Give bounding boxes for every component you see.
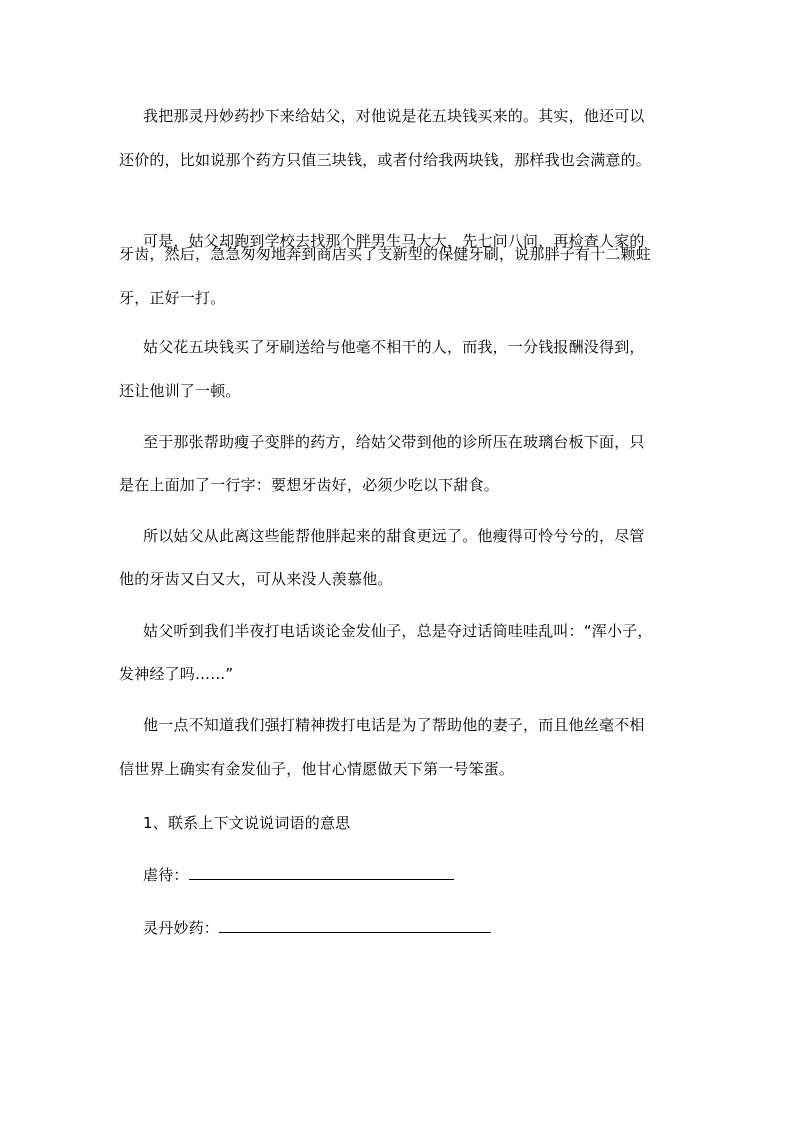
answer-blank-line[interactable] (189, 865, 454, 880)
paragraph-1-line-1: 我把那灵丹妙药抄下来给姑父，对他说是花五块钱买来的。其实，他还可以 (143, 107, 645, 125)
paragraph-2-line-2: 牙齿，然后，急急匆匆地奔到商店买了支新型的保健牙刷，说那胖子有十二颗蛀 (119, 245, 652, 263)
paragraph-3-line-1: 姑父花五块钱买了牙刷送给与他毫不相干的人，而我，一分钱报酬没得到， (143, 338, 645, 356)
answer-row-2 (143, 918, 491, 938)
answer-row-1 (143, 865, 454, 885)
paragraph-2-line-3: 牙，正好一打。 (119, 289, 226, 307)
paragraph-3-line-2: 还让他训了一顿。 (119, 382, 241, 400)
answer-blank-line[interactable] (219, 918, 491, 933)
paragraph-7-line-1: 他一点不知道我们强打精神拨打电话是为了帮助他的妻子，而且他丝毫不相 (143, 716, 645, 734)
paragraph-6-line-2: 发神经了吗……” (119, 665, 234, 683)
paragraph-4-line-2: 是在上面加了一行字：要想牙齿好，必须少吃以下甜食。 (119, 476, 500, 494)
paragraph-7-line-2: 信世界上确实有金发仙子，他甘心情愿做天下第一号笨蛋。 (119, 760, 515, 778)
paragraph-6-line-1: 姑父听到我们半夜打电话谈论金发仙子，总是夺过话筒哇哇乱叫：“浑小子， (143, 622, 653, 640)
answer-label: 灵丹妙药： (143, 919, 220, 937)
paragraph-5-line-1: 所以姑父从此离这些能帮他胖起来的甜食更远了。他瘦得可怜兮兮的，尽管 (143, 527, 645, 545)
paragraph-5-line-2: 他的牙齿又白又大，可从来没人羡慕他。 (119, 570, 393, 588)
paragraph-4-line-1: 至于那张帮助瘦子变胖的药方，给姑父带到他的诊所压在玻璃台板下面，只 (143, 433, 645, 451)
paragraph-1-line-2: 还价的，比如说那个药方只值三块钱，或者付给我两块钱，那样我也会满意的。 (119, 151, 652, 169)
question-title: 1、联系上下文说说词语的意思 (143, 814, 351, 832)
answer-label: 虐待： (143, 866, 189, 884)
paragraph-2-line-1: 可是，姑父却跑到学校去找那个胖男生马大大，先七问八问，再检查人家的 (143, 232, 645, 250)
